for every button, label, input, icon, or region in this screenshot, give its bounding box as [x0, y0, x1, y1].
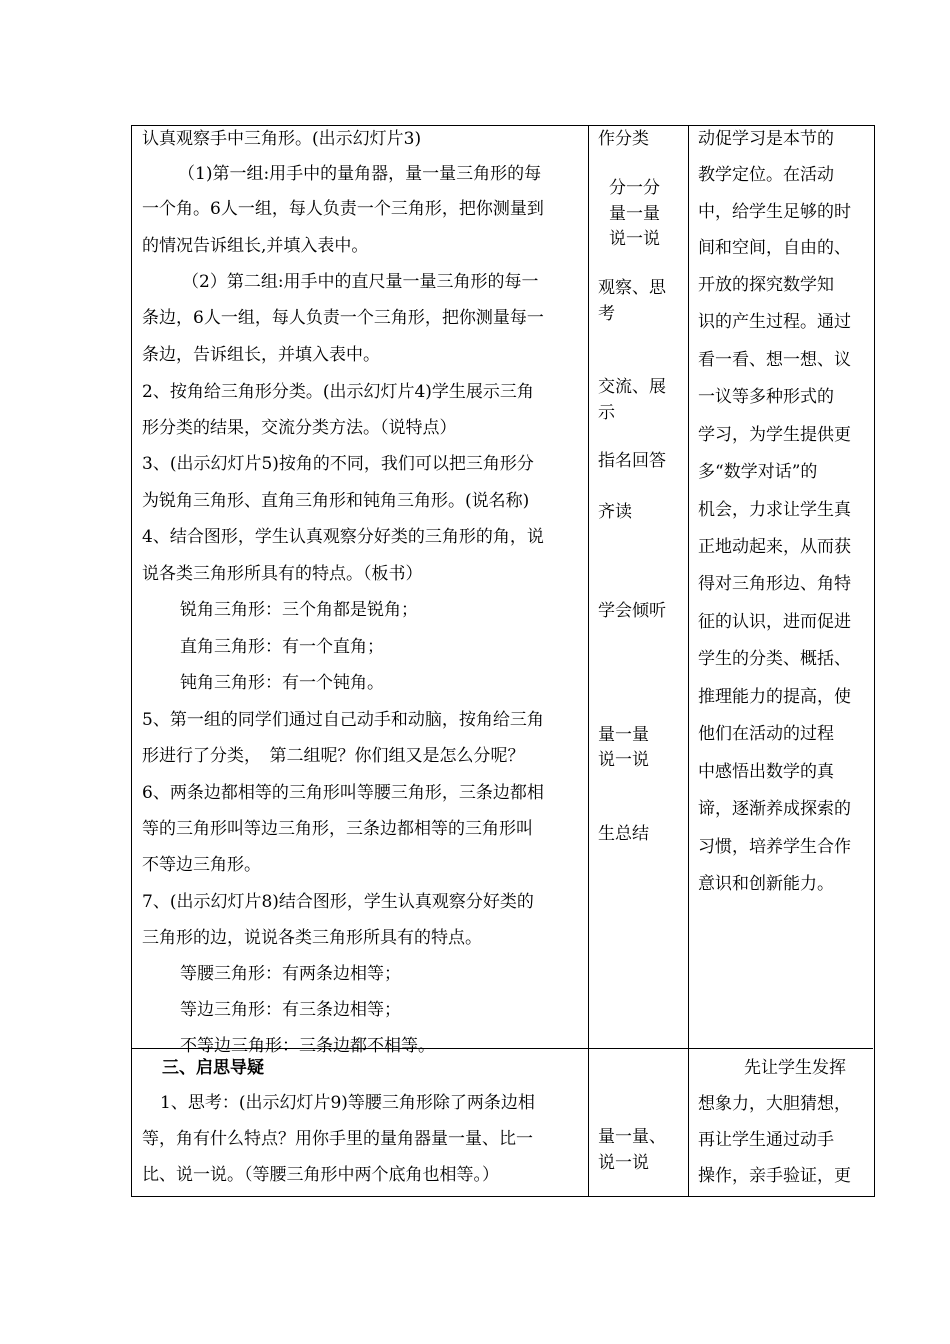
text-line: 条边，6人一组，每人负责一个三角形，把你测量每一: [142, 308, 544, 328]
text-line: 的情况告诉组长,并填入表中。: [142, 236, 369, 256]
intent-line: 再让学生通过动手: [698, 1130, 834, 1150]
activity-label: 学会倾听: [598, 601, 666, 621]
text-line: 5、第一组的同学们通过自己动手和动脑，按角给三角: [142, 710, 544, 730]
activity-label: 示: [598, 403, 615, 423]
text-line: 认真观察手中三角形。(出示幻灯片3): [142, 129, 422, 149]
text-line: （2）第二组:用手中的直尺量一量三角形的每一: [182, 272, 539, 292]
activity-label: 指名回答: [598, 451, 666, 471]
intent-line: 学习，为学生提供更: [698, 425, 851, 445]
intent-line: 操作，亲手验证，更: [698, 1166, 851, 1186]
intent-line: 先让学生发挥: [744, 1058, 846, 1078]
intent-line: 习惯，培养学生合作: [698, 837, 851, 857]
text-line: 条边，告诉组长，并填入表中。: [142, 345, 380, 365]
intent-line: 一议等多种形式的: [698, 387, 834, 407]
column-divider: [688, 126, 689, 1196]
intent-line: 动促学习是本节的: [698, 129, 834, 149]
activity-label: 作分类: [598, 129, 649, 149]
text-line: 钝角三角形：有一个钝角。: [180, 673, 384, 693]
intent-line: 机会，力求让学生真: [698, 500, 851, 520]
intent-line: 看一看、想一想、议: [698, 350, 851, 370]
text-line: 3、(出示幻灯片5)按角的不同，我们可以把三角形分: [142, 454, 534, 474]
intent-line: 多“数学对话”的: [698, 462, 818, 482]
activity-label: 交流、展: [598, 377, 666, 397]
activity-label: 量一量: [609, 204, 660, 224]
intent-line: 中，给学生足够的时: [698, 202, 851, 222]
text-line: 为锐角三角形、直角三角形和钝角三角形。(说名称): [142, 491, 530, 511]
activity-label: 量一量: [598, 725, 649, 745]
text-line: 形进行了分类， 第二组呢？你们组又是怎么分呢？: [142, 746, 525, 766]
text-line: 不等边三角形。: [142, 855, 261, 875]
intent-line: 正地动起来，从而获: [698, 537, 851, 557]
text-line: 比、说一说。（等腰三角形中两个底角也相等。）: [142, 1165, 499, 1185]
text-line: 一个角。6人一组，每人负责一个三角形，把你测量到: [142, 199, 544, 219]
lesson-plan-table: [131, 125, 875, 1197]
text-line: 等，角有什么特点？用你手里的量角器量一量、比一: [142, 1129, 533, 1149]
text-line: 1、思考：(出示幻灯片9)等腰三角形除了两条边相: [160, 1093, 535, 1113]
intent-line: 推理能力的提高，使: [698, 687, 851, 707]
activity-label: 说一说: [598, 750, 649, 770]
intent-line: 征的认识，进而促进: [698, 612, 851, 632]
activity-label: 分一分: [609, 178, 660, 198]
intent-line: 意识和创新能力。: [698, 874, 834, 894]
text-line: 说各类三角形所具有的特点。（板书）: [142, 564, 423, 584]
column-divider: [588, 126, 589, 1196]
text-line: 等腰三角形：有两条边相等；: [180, 964, 401, 984]
intent-line: 中感悟出数学的真: [698, 762, 834, 782]
activity-label: 说一说: [609, 229, 660, 249]
intent-line: 间和空间，自由的、: [698, 238, 851, 258]
text-line: 直角三角形：有一个直角；: [180, 637, 384, 657]
text-line: 7、(出示幻灯片8)结合图形，学生认真观察分好类的: [142, 892, 534, 912]
text-line: 6、两条边都相等的三角形叫等腰三角形，三条边都相: [142, 783, 544, 803]
activity-label: 量一量、: [598, 1127, 666, 1147]
intent-line: 学生的分类、概括、: [698, 649, 851, 669]
intent-line: 识的产生过程。通过: [698, 312, 851, 332]
activity-label: 考: [598, 304, 615, 324]
activity-label: 齐读: [598, 502, 632, 522]
intent-line: 得对三角形边、角特: [698, 574, 851, 594]
text-line: 2、按角给三角形分类。(出示幻灯片4)学生展示三角: [142, 382, 534, 402]
intent-line: 想象力，大胆猜想，: [698, 1094, 851, 1114]
intent-line: 开放的探究数学知: [698, 275, 834, 295]
intent-line: 他们在活动的过程: [698, 724, 834, 744]
activity-label: 生总结: [598, 824, 649, 844]
intent-line: 谛，逐渐养成探索的: [698, 799, 851, 819]
intent-line: 教学定位。在活动: [698, 165, 834, 185]
text-line: 等边三角形：有三条边相等；: [180, 1000, 401, 1020]
text-line: 形分类的结果，交流分类方法。（说特点）: [142, 418, 457, 438]
text-line: （1)第一组:用手中的量角器，量一量三角形的每: [178, 164, 542, 184]
text-line: 锐角三角形：三个角都是锐角；: [180, 600, 418, 620]
activity-label: 说一说: [598, 1153, 649, 1173]
section-heading: 三、启思导疑: [162, 1058, 264, 1078]
text-line: 4、结合图形，学生认真观察分好类的三角形的角，说: [142, 527, 544, 547]
text-line: 等的三角形叫等边三角形，三条边都相等的三角形叫: [142, 819, 533, 839]
activity-label: 观察、思: [598, 278, 666, 298]
text-line: 不等边三角形：三条边都不相等。: [180, 1036, 435, 1056]
text-line: 三角形的边，说说各类三角形所具有的特点。: [142, 928, 482, 948]
